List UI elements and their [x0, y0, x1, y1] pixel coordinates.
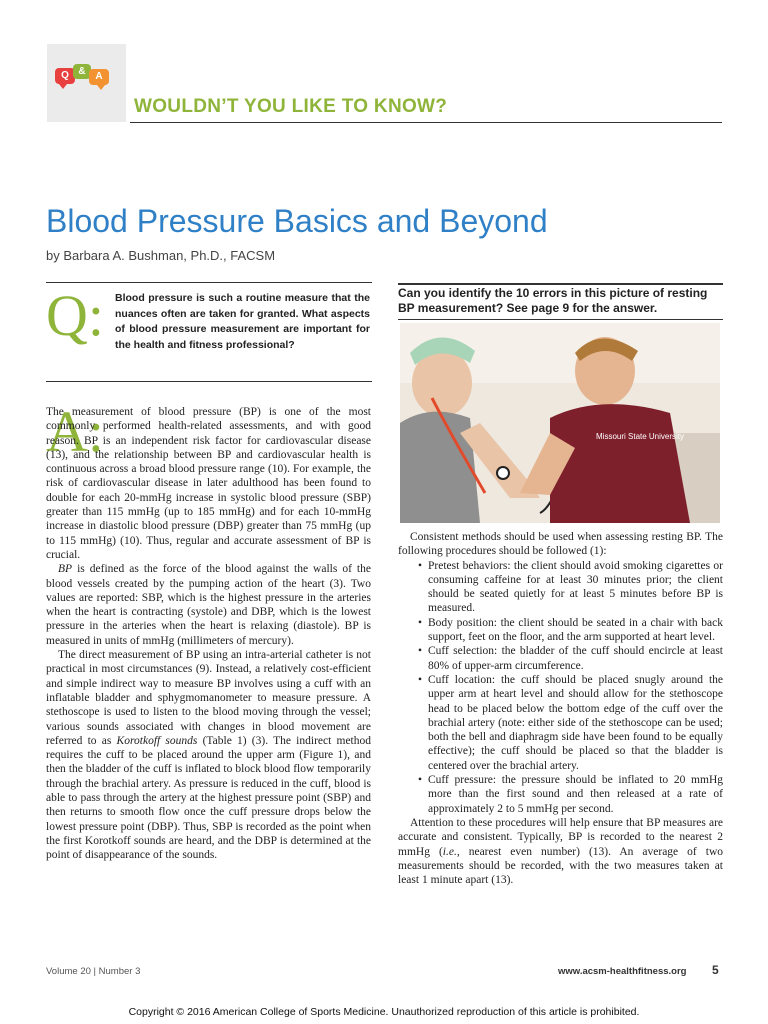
list-item: • Cuff pressure: the pressure should be inflated to 20 mmHg more than the first sound and then released at a rate of approximately 2 to 5 mmHg per second.	[398, 773, 723, 816]
question-letter: Q:	[46, 283, 104, 348]
copyright-notice: Copyright © 2016 American College of Sports Medicine. Unauthorized reproduction of this article is prohibited.	[128, 1006, 640, 1018]
byline: by Barbara A. Bushman, Ph.D., FACSM	[46, 248, 276, 263]
answer-paragraph-2-text: is defined as the force of the blood against the walls of the blood vessels created by the pumping action of the heart (3). Two values are reported: SBP, which is the highest pressure in the arteries when the heart is contracting (systole) and DBP, which is the lowest pressure in the arteries when the heart is relaxing (diastole). BP is measured in units of mmHg (millimeters of mercury).	[46, 563, 371, 647]
caption-divider-bottom	[398, 319, 723, 320]
answer-paragraph-1: The measurement of blood pressure (BP) is one of the most commonly performed health-related assessments, and with good reason. BP is an independent risk factor for cardiovascular disease (13), and the relationship between BP and cardiovascular health is continuous across a broad blood pressure range (10). For example, the risk of cardiovascular disease in later adulthood has been found to double for each 20-mmHg increase in systolic blood pressure (SBP) greater than 115 mmHg (up to 185 mmHg) and for each 10-mmHg increase in diastolic blood pressure (DBP) greater than 75 mmHg (up to 115 mmHg) (10). Thus, regular and accurate assessment of BP is crucial.	[46, 406, 371, 561]
closing-text-b: , nearest even number) (13). An average of two measurements should be recorded, with the two measures taken at least 1 minute apart (13).	[398, 845, 723, 887]
list-item: • Pretest behaviors: the client should avoid smoking cigarettes or consuming caffeine for at least 30 minutes prior; the client should be seated quietly for at least 5 minutes before BP is measured.	[398, 559, 723, 616]
bp-term: BP	[58, 563, 73, 576]
list-item: • Cuff selection: the bladder of the cuff should encircle at least 80% of upper-arm circumference.	[398, 644, 723, 673]
list-item: • Cuff location: the cuff should be placed snugly around the upper arm at heart level and should allow for the stethoscope head to be placed below the bottom edge of the cuff over the brachial artery (note: either side of the stethoscope can be used; both the bell and diaphragm side have been found to be equally effective); the cuff should be placed so that the bladder is centered over the brachial artery.	[398, 673, 723, 773]
answer-paragraph-2	[46, 562, 371, 648]
footer-url[interactable]: www.acsm-healthfitness.org	[558, 966, 687, 977]
q-bubble-tail-icon	[59, 84, 67, 89]
section-divider	[130, 122, 722, 123]
q-bubble-icon	[55, 68, 75, 84]
ie-term: i.e.	[442, 845, 457, 858]
photo-illustration	[400, 323, 720, 523]
caption-divider-top	[398, 283, 723, 285]
logo-q: Q	[61, 70, 69, 81]
qa-logo	[47, 44, 126, 122]
footer-volume: Volume 20 | Number 3	[46, 966, 141, 977]
korotkoff-term: Korotkoff sounds	[116, 734, 198, 747]
closing-text-a: Attention to these procedures will help ensure that BP measures are accurate and consistent. Typically, BP is recorded to the nearest 2 mmHg (	[398, 816, 723, 858]
question-divider-bottom	[46, 381, 372, 382]
closing-paragraph	[398, 816, 723, 887]
logo-amp: &	[78, 66, 86, 77]
procedures-list	[398, 559, 723, 816]
article-title: Blood Pressure Basics and Beyond	[46, 203, 548, 239]
answer-paragraph-3	[46, 648, 371, 862]
question-text: Blood pressure is such a routine measure that the nuances often are taken for granted. What aspects of blood pressure measurement are important for the health and fitness professional?	[115, 292, 370, 351]
bp-measurement-photo	[400, 323, 720, 523]
shirt-text: Missouri State University	[596, 432, 685, 441]
procedures-intro: Consistent methods should be used when assessing resting BP. The following procedures should be followed (1):	[398, 531, 723, 558]
photo-caption: Can you identify the 10 errors in this picture of resting BP measurement? See page 9 for the answer.	[398, 286, 708, 315]
a-bubble-icon	[89, 69, 109, 85]
procedures-column	[398, 530, 723, 887]
answer-paragraph-3-text-b: (Table 1) (3). The indirect method requires the cuff to be placed around the upper arm (Figure 1), and then the bladder of the cuff is inflated to block blood flow temporarily through the brachial artery. As pressure is reduced in the cuff, blood is able to pass through the artery at the highest pressure point (SBP) and then returns to smooth flow once the cuff pressure drops below the lowest pressure point (DBP). Thus, SBP is recorded as the point when the first Korotkoff sounds are heard, and the DBP is determined at the point of disappearance of the sounds.	[46, 734, 372, 862]
answer-paragraph-3-text-a: The direct measurement of BP using an intra-arterial catheter is not practical in most circumstances (9). Instead, a relatively cost-efficient and simple indirect way to measure BP involves using a cuff with an inflatable bladder and sphygmomanometer to measure pressure. A stethoscope is used to listen to the blood moving through the vessel; various sounds associated with changes in blood movement are referred to as	[46, 649, 371, 747]
list-item: • Body position: the client should be seated in a chair with back support, feet on the floor, and the arm supported at heart level.	[398, 616, 723, 645]
a-bubble-tail-icon	[97, 85, 105, 90]
answer-letter: A:	[46, 399, 104, 464]
page-number: 5	[712, 963, 719, 977]
section-label: WOULDN’T YOU LIKE TO KNOW?	[134, 96, 448, 117]
answer-column	[46, 405, 371, 863]
logo-a: A	[95, 71, 103, 82]
